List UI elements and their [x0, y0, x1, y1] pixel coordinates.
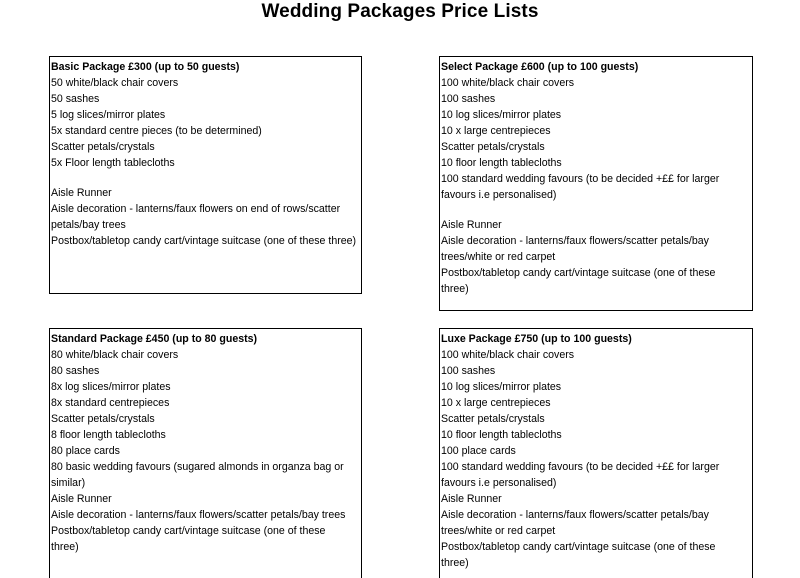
package-extra: Aisle decoration - lanterns/faux flowers/scatter petals/bay trees/white or red carpet: [441, 235, 709, 263]
package-heading: Standard Package £450 (up to 80 guests): [51, 333, 258, 345]
package-item: 5 log slices/mirror plates: [51, 109, 166, 121]
package-item: 100 place cards: [441, 445, 516, 457]
package-box-standard: [49, 328, 362, 578]
package-item: 8 floor length tablecloths: [51, 429, 166, 441]
package-item: 10 floor length tablecloths: [441, 429, 562, 441]
package-item: Postbox/tabletop candy cart/vintage suitcase (one of these three): [51, 525, 326, 553]
package-item: Scatter petals/crystals: [441, 413, 545, 425]
page-title: Wedding Packages Price Lists: [261, 1, 539, 22]
package-item: Scatter petals/crystals: [441, 141, 545, 153]
section-spacer: [441, 203, 751, 217]
package-item: 5x Floor length tablecloths: [51, 157, 175, 169]
package-box-select: [439, 56, 753, 311]
package-heading: Select Package £600 (up to 100 guests): [441, 61, 639, 73]
package-heading: Luxe Package £750 (up to 100 guests): [441, 333, 632, 345]
package-extra: Aisle Runner: [441, 219, 502, 231]
package-extra: Aisle decoration - lanterns/faux flowers on end of rows/scatter petals/bay trees: [51, 203, 341, 231]
package-item: 100 sashes: [441, 365, 496, 377]
package-item: 8x log slices/mirror plates: [51, 381, 171, 393]
package-item: Scatter petals/crystals: [51, 141, 155, 153]
package-item: 10 log slices/mirror plates: [441, 109, 562, 121]
package-item: 50 white/black chair covers: [51, 77, 179, 89]
package-item: 80 basic wedding favours (sugared almonds in organza bag or similar): [51, 461, 344, 489]
package-extra: Aisle Runner: [51, 187, 112, 199]
package-item: 80 sashes: [51, 365, 100, 377]
package-item: Aisle Runner: [441, 493, 502, 505]
package-item: Postbox/tabletop candy cart/vintage suitcase (one of these three): [441, 541, 716, 569]
package-item: 10 log slices/mirror plates: [441, 381, 562, 393]
package-item: Aisle decoration - lanterns/faux flowers/scatter petals/bay trees: [51, 509, 346, 521]
package-item: Scatter petals/crystals: [51, 413, 155, 425]
package-item: 100 sashes: [441, 93, 496, 105]
package-item: 100 standard wedding favours (to be decided +££ for larger favours i.e personalised): [441, 461, 720, 489]
package-box-basic: [49, 56, 362, 294]
package-item: Aisle Runner: [51, 493, 112, 505]
package-item: Aisle decoration - lanterns/faux flowers/scatter petals/bay trees/white or red carpet: [441, 509, 709, 537]
package-extra: Postbox/tabletop candy cart/vintage suitcase (one of these three): [441, 267, 716, 295]
package-item: 8x standard centrepieces: [51, 397, 170, 409]
package-item: 5x standard centre pieces (to be determined): [51, 125, 262, 137]
package-item: 80 place cards: [51, 445, 120, 457]
package-box-luxe: [439, 328, 753, 578]
package-item: 10 floor length tablecloths: [441, 157, 562, 169]
package-heading: Basic Package £300 (up to 50 guests): [51, 61, 240, 73]
package-item: 100 standard wedding favours (to be decided +££ for larger favours i.e personalised): [441, 173, 720, 201]
section-spacer: [51, 171, 360, 185]
package-item: 100 white/black chair covers: [441, 349, 575, 361]
package-item: 100 white/black chair covers: [441, 77, 575, 89]
package-item: 10 x large centrepieces: [441, 125, 551, 137]
package-item: 50 sashes: [51, 93, 100, 105]
package-item: 80 white/black chair covers: [51, 349, 179, 361]
package-extra: Postbox/tabletop candy cart/vintage suitcase (one of these three): [51, 235, 357, 247]
package-item: 10 x large centrepieces: [441, 397, 551, 409]
